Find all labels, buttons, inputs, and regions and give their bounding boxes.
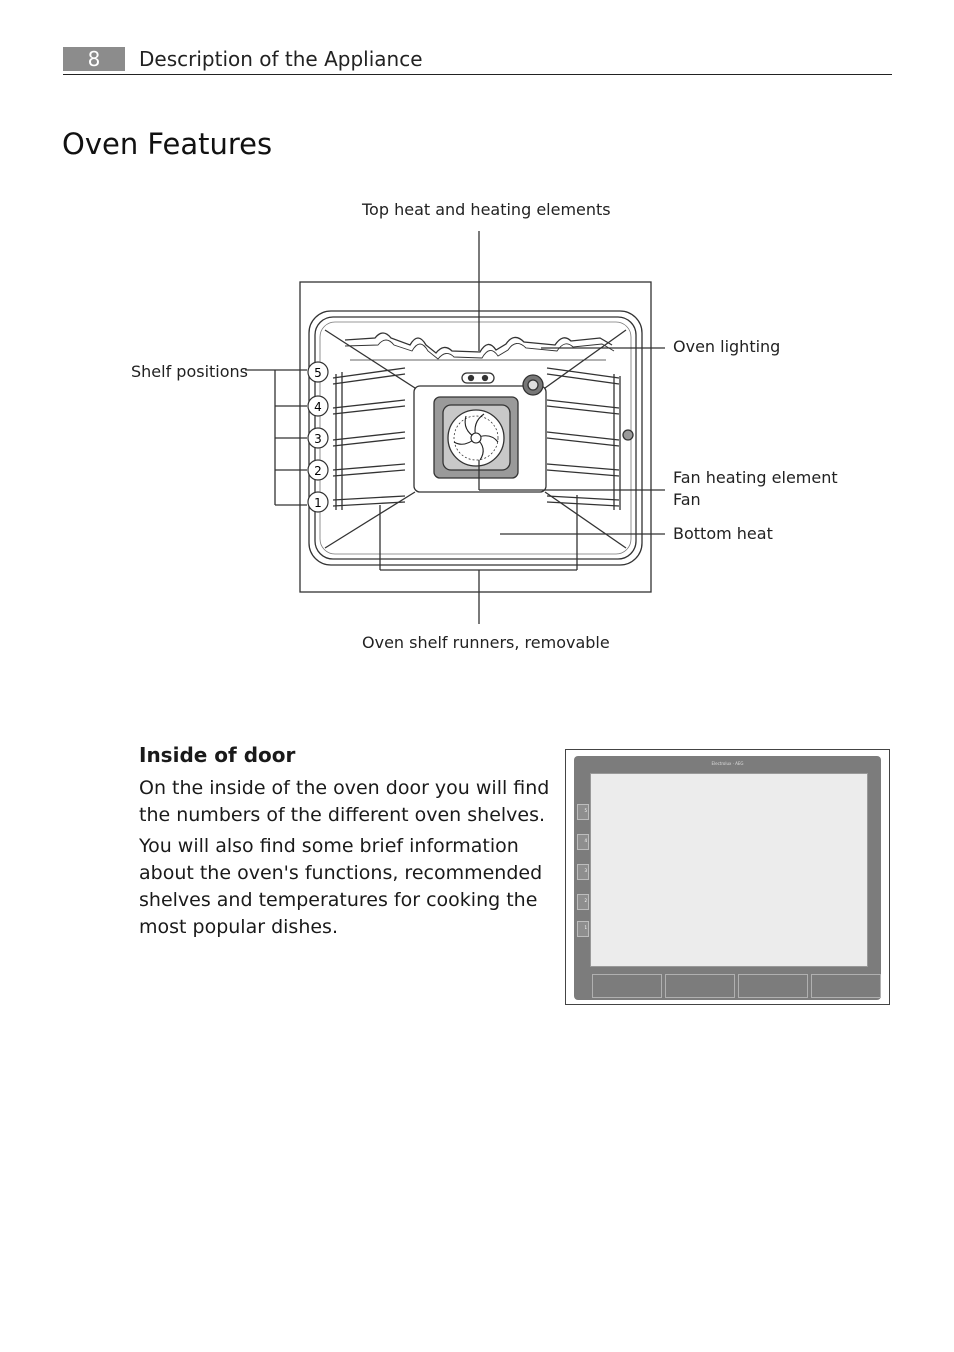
shelf-marker-3 [308,428,328,448]
label-fan: Fan [673,490,701,509]
door-heading: Inside of door [139,743,296,767]
shelf-number: 2 [314,464,322,478]
door-paragraph-2: You will also find some brief information about the oven's functions, recommended shelves and temperatures for cooking the most popular dishes. [139,835,543,938]
door-logo: Electrolux · AEG [711,761,744,766]
shelf-marker-4 [308,396,328,416]
door-window [590,773,868,967]
door-legend-group [811,974,881,998]
shelf-marker-5 [308,362,328,382]
door-legend-group [592,974,662,998]
door-paragraph-1: On the inside of the oven door you will find the numbers of the different oven shelves. [139,777,550,826]
page-title: Oven Features [62,127,273,161]
shelf-number: 4 [314,400,322,414]
shelf-number-markers [308,362,328,512]
label-shelf-positions: Shelf positions [131,362,249,381]
door-panel [574,756,881,1000]
door-shelf-tab: 4 [577,834,589,850]
shelf-number: 5 [314,366,322,380]
door-image [565,749,890,1005]
shelf-marker-1 [308,492,328,512]
door-shelf-tab: 3 [577,864,589,880]
door-legend-group [738,974,808,998]
door-legend-group [665,974,735,998]
shelf-number: 1 [314,496,322,510]
door-shelf-tab: 2 [577,894,589,910]
door-shelf-tab: 1 [577,921,589,937]
section-title: Description of the Appliance [139,47,423,71]
left-shelf-runners [333,368,405,510]
label-oven-lighting: Oven lighting [673,337,781,356]
door-shelf-tab: 5 [577,804,589,820]
label-shelf-runners: Oven shelf runners, removable [362,633,610,652]
shelf-number: 3 [314,432,322,446]
label-fan-heating-element: Fan heating element [673,468,838,487]
shelf-marker-2 [308,460,328,480]
label-bottom-heat: Bottom heat [673,524,773,543]
page-number-badge: 8 [63,47,125,71]
right-shelf-runners [547,368,633,510]
label-top-heat: Top heat and heating elements [362,200,611,219]
